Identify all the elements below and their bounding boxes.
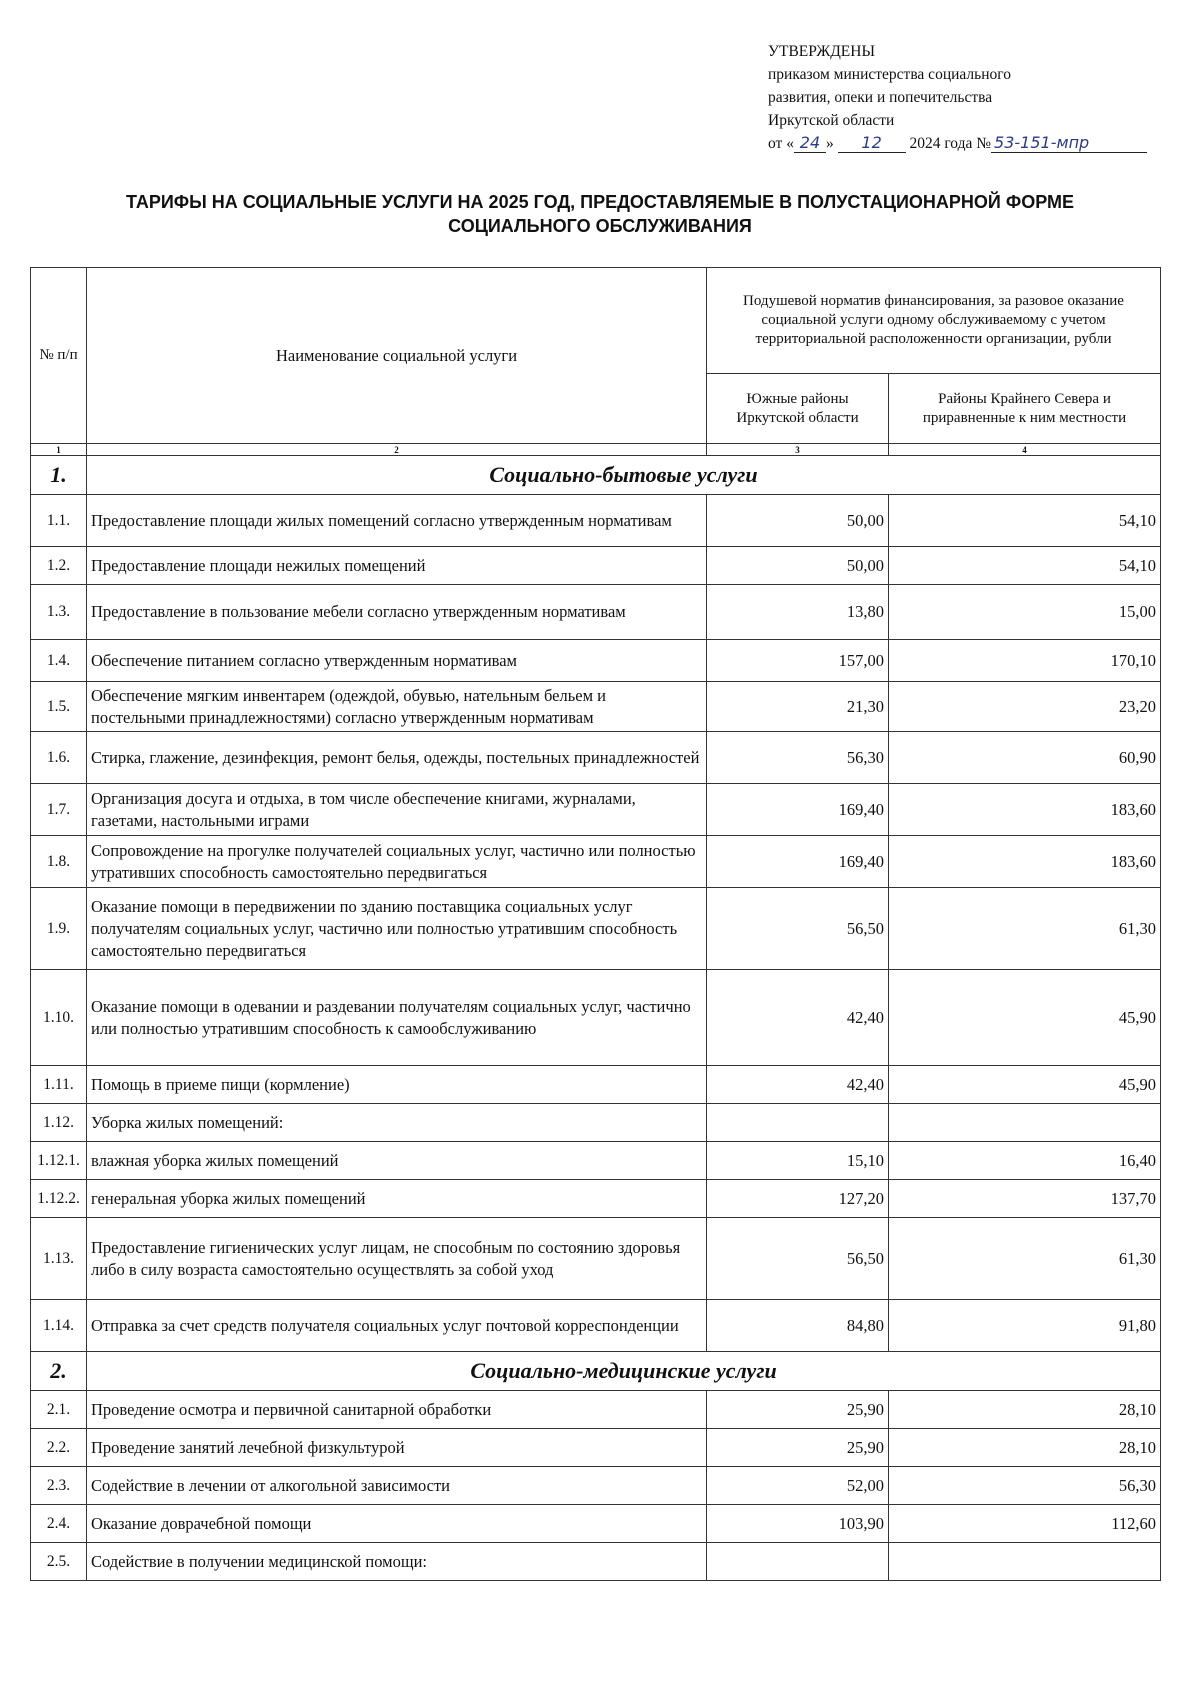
section-title: Социально-медицинские услуги (87, 1352, 1161, 1391)
table-row (31, 640, 1161, 682)
service-name: Предоставление в пользование мебели согласно утвержденным нормативам (87, 585, 707, 640)
service-name: Оказание помощи в одевании и раздевании получателям социальных услуг, частично или полностью утратившим способность к самообслуживанию (87, 970, 707, 1066)
tariff-north: 28,10 (889, 1429, 1161, 1467)
document-title-line-1: ТАРИФЫ НА СОЦИАЛЬНЫЕ УСЛУГИ НА 2025 ГОД, ПРЕДОСТАВЛЯЕМЫЕ В ПОЛУСТАЦИОНАРНОЙ ФОРМЕ (126, 192, 1074, 212)
table-row (31, 495, 1161, 547)
approval-line: Иркутской области (768, 112, 895, 129)
row-number: 1.6. (31, 732, 87, 784)
tariff-north: 170,10 (889, 640, 1161, 682)
table-row (31, 1180, 1161, 1218)
table-row (31, 1391, 1161, 1429)
tariff-south (707, 1104, 889, 1142)
document-title-line-2: СОЦИАЛЬНОГО ОБСЛУЖИВАНИЯ (448, 216, 752, 236)
service-name: Проведение осмотра и первичной санитарной обработки (87, 1391, 707, 1429)
header-service-name: Наименование социальной услуги (87, 268, 707, 444)
tariff-south: 169,40 (707, 784, 889, 836)
service-name: Обеспечение мягким инвентарем (одеждой, обувью, нательным бельем и постельными принадлежностями) согласно утвержденным нормативам (87, 682, 707, 732)
approval-title: УТВЕРЖДЕНЫ (768, 43, 875, 60)
table-row (31, 1104, 1161, 1142)
table-row (31, 1543, 1161, 1581)
service-name: Оказание помощи в передвижении по зданию поставщика социальных услуг получателям социальных услуг, частично или полностью утратившим способность самостоятельно передвигаться (87, 888, 707, 970)
header-south-regions: Южные районы Иркутской области (707, 374, 889, 444)
column-number: 4 (889, 444, 1161, 456)
tariff-table (30, 267, 1161, 1581)
approval-block (768, 40, 1188, 155)
header-funding-norm: Подушевой норматив финансирования, за разовое оказание социальной услуги одному обслуживаемому с учетом территориальной расположенности организации, рубли (707, 268, 1161, 374)
service-name: Предоставление площади жилых помещений согласно утвержденным нормативам (87, 495, 707, 547)
date-prefix: от « (768, 135, 794, 152)
service-name: Сопровождение на прогулке получателей социальных услуг, частично или полностью утративших способность самостоятельно передвигаться (87, 836, 707, 888)
tariff-north: 91,80 (889, 1300, 1161, 1352)
service-name: генеральная уборка жилых помещений (87, 1180, 707, 1218)
tariff-south: 56,50 (707, 1218, 889, 1300)
row-number: 1.9. (31, 888, 87, 970)
table-row (31, 1429, 1161, 1467)
table-row (31, 547, 1161, 585)
row-number: 2.2. (31, 1429, 87, 1467)
service-name: влажная уборка жилых помещений (87, 1142, 707, 1180)
table-row (31, 836, 1161, 888)
table-row (31, 1300, 1161, 1352)
service-name: Содействие в получении медицинской помощи: (87, 1543, 707, 1581)
header-no: № п/п (31, 268, 87, 444)
row-number: 1.4. (31, 640, 87, 682)
table-row (31, 1066, 1161, 1104)
column-number: 2 (87, 444, 707, 456)
table-row (31, 732, 1161, 784)
row-number: 1.12.2. (31, 1180, 87, 1218)
service-name: Содействие в лечении от алкогольной зависимости (87, 1467, 707, 1505)
service-name: Стирка, глажение, дезинфекция, ремонт белья, одежды, постельных принадлежностей (87, 732, 707, 784)
tariff-north: 45,90 (889, 1066, 1161, 1104)
row-number: 1.1. (31, 495, 87, 547)
row-number: 1.2. (31, 547, 87, 585)
tariff-south: 13,80 (707, 585, 889, 640)
tariff-south (707, 1543, 889, 1581)
tariff-south: 50,00 (707, 547, 889, 585)
tariff-north: 15,00 (889, 585, 1161, 640)
tariff-south: 157,00 (707, 640, 889, 682)
table-row (31, 784, 1161, 836)
handwritten-day: 24 (794, 134, 826, 153)
service-name: Обеспечение питанием согласно утвержденным нормативам (87, 640, 707, 682)
tariff-north (889, 1543, 1161, 1581)
tariff-south: 21,30 (707, 682, 889, 732)
tariff-south: 169,40 (707, 836, 889, 888)
tariff-north: 28,10 (889, 1391, 1161, 1429)
tariff-north (889, 1104, 1161, 1142)
table-row (31, 682, 1161, 732)
row-number: 1.13. (31, 1218, 87, 1300)
tariff-south: 52,00 (707, 1467, 889, 1505)
approval-date-line (768, 132, 1188, 155)
row-number: 2.5. (31, 1543, 87, 1581)
tariff-south: 103,90 (707, 1505, 889, 1543)
service-name: Предоставление площади нежилых помещений (87, 547, 707, 585)
service-name: Оказание доврачебной помощи (87, 1505, 707, 1543)
header-north-regions: Районы Крайнего Севера и приравненные к ним местности (889, 374, 1161, 444)
service-name: Организация досуга и отдыха, в том числе обеспечение книгами, журналами, газетами, настольными играми (87, 784, 707, 836)
tariff-south: 42,40 (707, 970, 889, 1066)
row-number: 1.10. (31, 970, 87, 1066)
tariff-south: 127,20 (707, 1180, 889, 1218)
document-title (0, 190, 1200, 238)
column-number: 1 (31, 444, 87, 456)
tariff-north: 54,10 (889, 547, 1161, 585)
approval-line: приказом министерства социального (768, 66, 1011, 83)
table-row (31, 1467, 1161, 1505)
tariff-north: 183,60 (889, 836, 1161, 888)
tariff-north: 137,70 (889, 1180, 1161, 1218)
service-name: Уборка жилых помещений: (87, 1104, 707, 1142)
tariff-south: 56,30 (707, 732, 889, 784)
tariff-south: 25,90 (707, 1429, 889, 1467)
row-number: 2.3. (31, 1467, 87, 1505)
column-number: 3 (707, 444, 889, 456)
handwritten-order-number: 53-151-мпр (991, 134, 1147, 153)
tariff-south: 15,10 (707, 1142, 889, 1180)
section-number: 1. (31, 456, 87, 495)
table-row (31, 1142, 1161, 1180)
tariff-south: 84,80 (707, 1300, 889, 1352)
approval-line: развития, опеки и попечительства (768, 89, 993, 106)
tariff-north: 183,60 (889, 784, 1161, 836)
tariff-south: 56,50 (707, 888, 889, 970)
row-number: 2.4. (31, 1505, 87, 1543)
row-number: 1.14. (31, 1300, 87, 1352)
tariff-north: 60,90 (889, 732, 1161, 784)
service-name: Предоставление гигиенических услуг лицам, не способным по состоянию здоровья либо в силу возраста самостоятельно осуществлять за собой уход (87, 1218, 707, 1300)
row-number: 1.11. (31, 1066, 87, 1104)
service-name: Отправка за счет средств получателя социальных услуг почтовой корреспонденции (87, 1300, 707, 1352)
tariff-north: 61,30 (889, 1218, 1161, 1300)
service-name: Помощь в приеме пищи (кормление) (87, 1066, 707, 1104)
tariff-south: 50,00 (707, 495, 889, 547)
section-number: 2. (31, 1352, 87, 1391)
row-number: 1.5. (31, 682, 87, 732)
section-title: Социально-бытовые услуги (87, 456, 1161, 495)
tariff-north: 112,60 (889, 1505, 1161, 1543)
date-mid: » (825, 135, 834, 152)
table-row (31, 1505, 1161, 1543)
tariff-north: 61,30 (889, 888, 1161, 970)
table-row (31, 970, 1161, 1066)
year-text: 2024 года № (909, 135, 992, 152)
section-row (31, 1352, 1161, 1391)
table-row (31, 585, 1161, 640)
row-number: 1.12.1. (31, 1142, 87, 1180)
row-number: 1.3. (31, 585, 87, 640)
tariff-south: 25,90 (707, 1391, 889, 1429)
tariff-south: 42,40 (707, 1066, 889, 1104)
tariff-north: 54,10 (889, 495, 1161, 547)
service-name: Проведение занятий лечебной физкультурой (87, 1429, 707, 1467)
table-row (31, 888, 1161, 970)
row-number: 1.12. (31, 1104, 87, 1142)
tariff-north: 16,40 (889, 1142, 1161, 1180)
tariff-north: 56,30 (889, 1467, 1161, 1505)
tariff-north: 45,90 (889, 970, 1161, 1066)
tariff-north: 23,20 (889, 682, 1161, 732)
row-number: 2.1. (31, 1391, 87, 1429)
row-number: 1.7. (31, 784, 87, 836)
handwritten-month: 12 (838, 134, 906, 153)
section-row (31, 456, 1161, 495)
row-number: 1.8. (31, 836, 87, 888)
table-row (31, 1218, 1161, 1300)
